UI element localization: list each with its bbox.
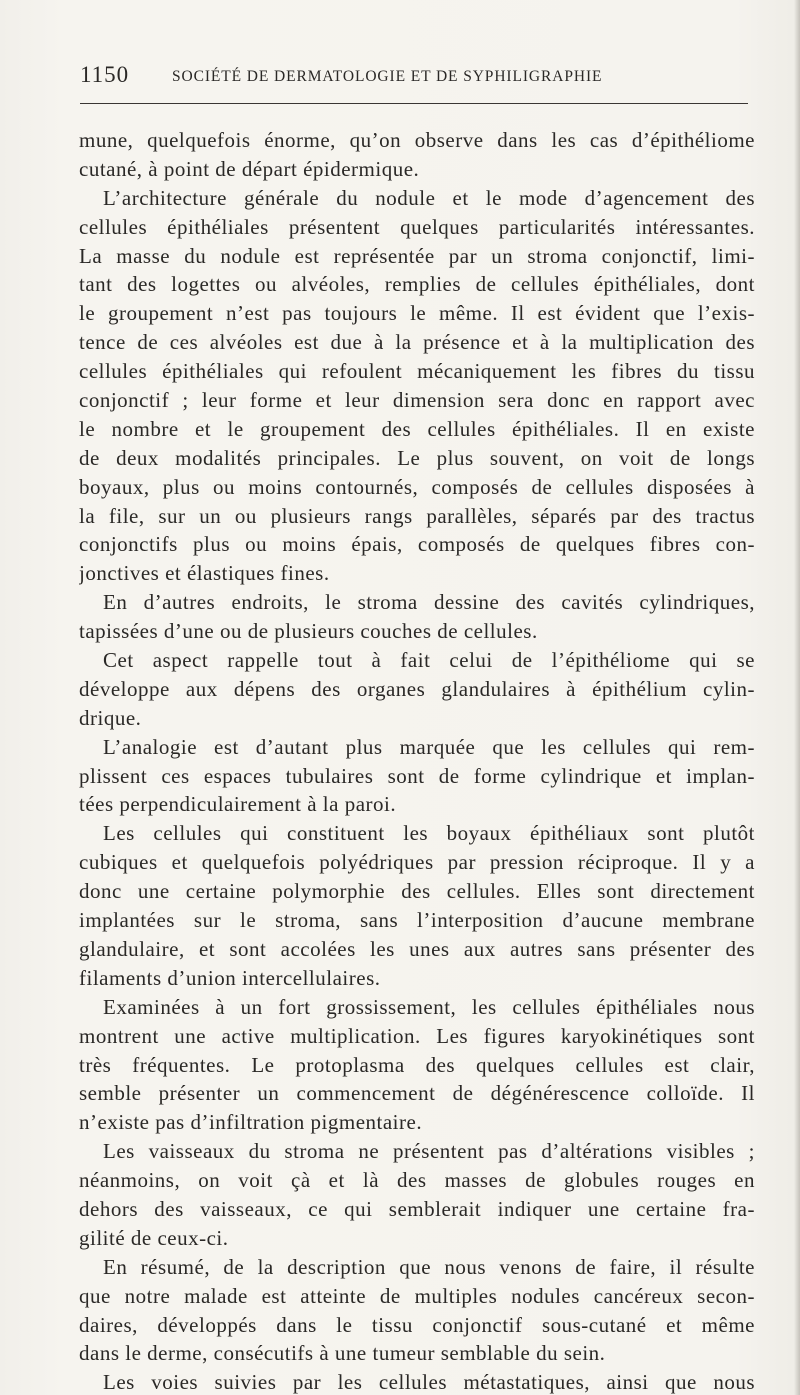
page-edge-shadow <box>794 0 800 1395</box>
text-line: daires, développés dans le tissu conjonctif sous-cutané et même <box>79 1312 755 1337</box>
text-line: n’existe pas d’infiltration pigmentaire. <box>79 1110 423 1135</box>
text-line: filaments d’union intercellulaires. <box>79 965 381 990</box>
text-line: L’analogie est d’autant plus marquée que les cellules qui rem- <box>103 734 755 759</box>
text-line: cubiques et quelquefois polyédriques par pression réciproque. Il y a <box>79 850 755 875</box>
text-line: le nombre et le groupement des cellules épithéliales. Il en existe <box>79 416 755 441</box>
text-line: cellules épithéliales présentent quelques particularités intéressantes. <box>79 214 755 239</box>
text-line: tapissées d’une ou de plusieurs couches de cellules. <box>79 619 538 644</box>
text-line: Les cellules qui constituent les boyaux épithéliaux sont plutôt <box>103 821 755 846</box>
text-line: Les vaisseaux du stroma ne présentent pas d’altérations visibles ; <box>103 1139 755 1164</box>
text-line: gilité de ceux-ci. <box>79 1225 229 1250</box>
header-rule <box>80 103 748 104</box>
page-header <box>80 62 748 92</box>
text-line: tées perpendiculairement à la paroi. <box>79 792 397 817</box>
text-line: L’architecture générale du nodule et le mode d’agencement des <box>103 185 755 210</box>
text-line: glandulaire, et sont accolées les unes aux autres sans présenter des <box>79 936 755 961</box>
text-line: mune, quelquefois énorme, qu’on observe dans les cas d’épithéliome <box>79 128 755 152</box>
text-line: conjonctifs plus ou moins épais, composés de quelques fibres con- <box>79 532 755 557</box>
text-line: le groupement n’est pas toujours le même. Il est évident que l’exis- <box>79 301 755 326</box>
text-line: très fréquentes. Le protoplasma des quelques cellules est clair, <box>79 1052 755 1077</box>
text-line: dehors des vaisseaux, ce qui semblerait indiquer une certaine fra- <box>79 1196 755 1221</box>
text-line: conjonctif ; leur forme et leur dimension sera donc en rapport avec <box>79 388 755 413</box>
text-line: boyaux, plus ou moins contournés, composés de cellules disposées à <box>79 474 755 499</box>
text-line: implantées sur le stroma, sans l’interposition d’aucune membrane <box>79 908 755 933</box>
text-line: Cet aspect rappelle tout à fait celui de l’épithéliome qui se <box>103 648 755 673</box>
text-line: développe aux dépens des organes glandulaires à épithélium cylin- <box>79 676 755 701</box>
text-line: La masse du nodule est représentée par un stroma conjonctif, limi- <box>79 243 755 268</box>
text-line: Les voies suivies par les cellules métastatiques, ainsi que nous <box>103 1370 755 1395</box>
text-line: que notre malade est atteinte de multiples nodules cancéreux secon- <box>79 1283 755 1308</box>
text-line: cellules épithéliales qui refoulent mécaniquement les fibres du tissu <box>79 359 755 384</box>
text-line: En résumé, de la description que nous venons de faire, il résulte <box>103 1254 755 1279</box>
text-line: plissent ces espaces tubulaires sont de forme cylindrique et implan- <box>79 763 755 788</box>
page-number: 1150 <box>80 62 130 87</box>
text-line: donc une certaine polymorphie des cellules. Elles sont directement <box>79 879 755 904</box>
text-line: néanmoins, on voit çà et là des masses de globules rouges en <box>79 1168 755 1193</box>
text-line: jonctives et élastiques fines. <box>79 561 330 586</box>
text-line: tence de ces alvéoles est due à la présence et à la multiplication des <box>79 330 755 355</box>
text-line: tant des logettes ou alvéoles, remplies de cellules épithéliales, dont <box>79 272 755 297</box>
text-line: En d’autres endroits, le stroma dessine des cavités cylindriques, <box>103 590 755 615</box>
text-line: dans le derme, consécutifs à une tumeur semblable du sein. <box>79 1341 606 1366</box>
text-line: la file, sur un ou plusieurs rangs parallèles, séparés par des tractus <box>79 503 755 528</box>
text-line: cutané, à point de départ épidermique. <box>79 156 420 181</box>
text-line: montrent une active multiplication. Les figures karyokinétiques sont <box>79 1023 755 1048</box>
body-text <box>79 126 755 1395</box>
text-line: semble présenter un commencement de dégénérescence colloïde. Il <box>79 1081 755 1106</box>
text-line: Examinées à un fort grossissement, les cellules épithéliales nous <box>103 994 755 1019</box>
running-title: SOCIÉTÉ DE DERMATOLOGIE ET DE SYPHILIGRAPHIE <box>172 68 603 85</box>
text-line: drique. <box>79 705 142 730</box>
text-line: de deux modalités principales. Le plus souvent, on voit de longs <box>79 445 755 470</box>
